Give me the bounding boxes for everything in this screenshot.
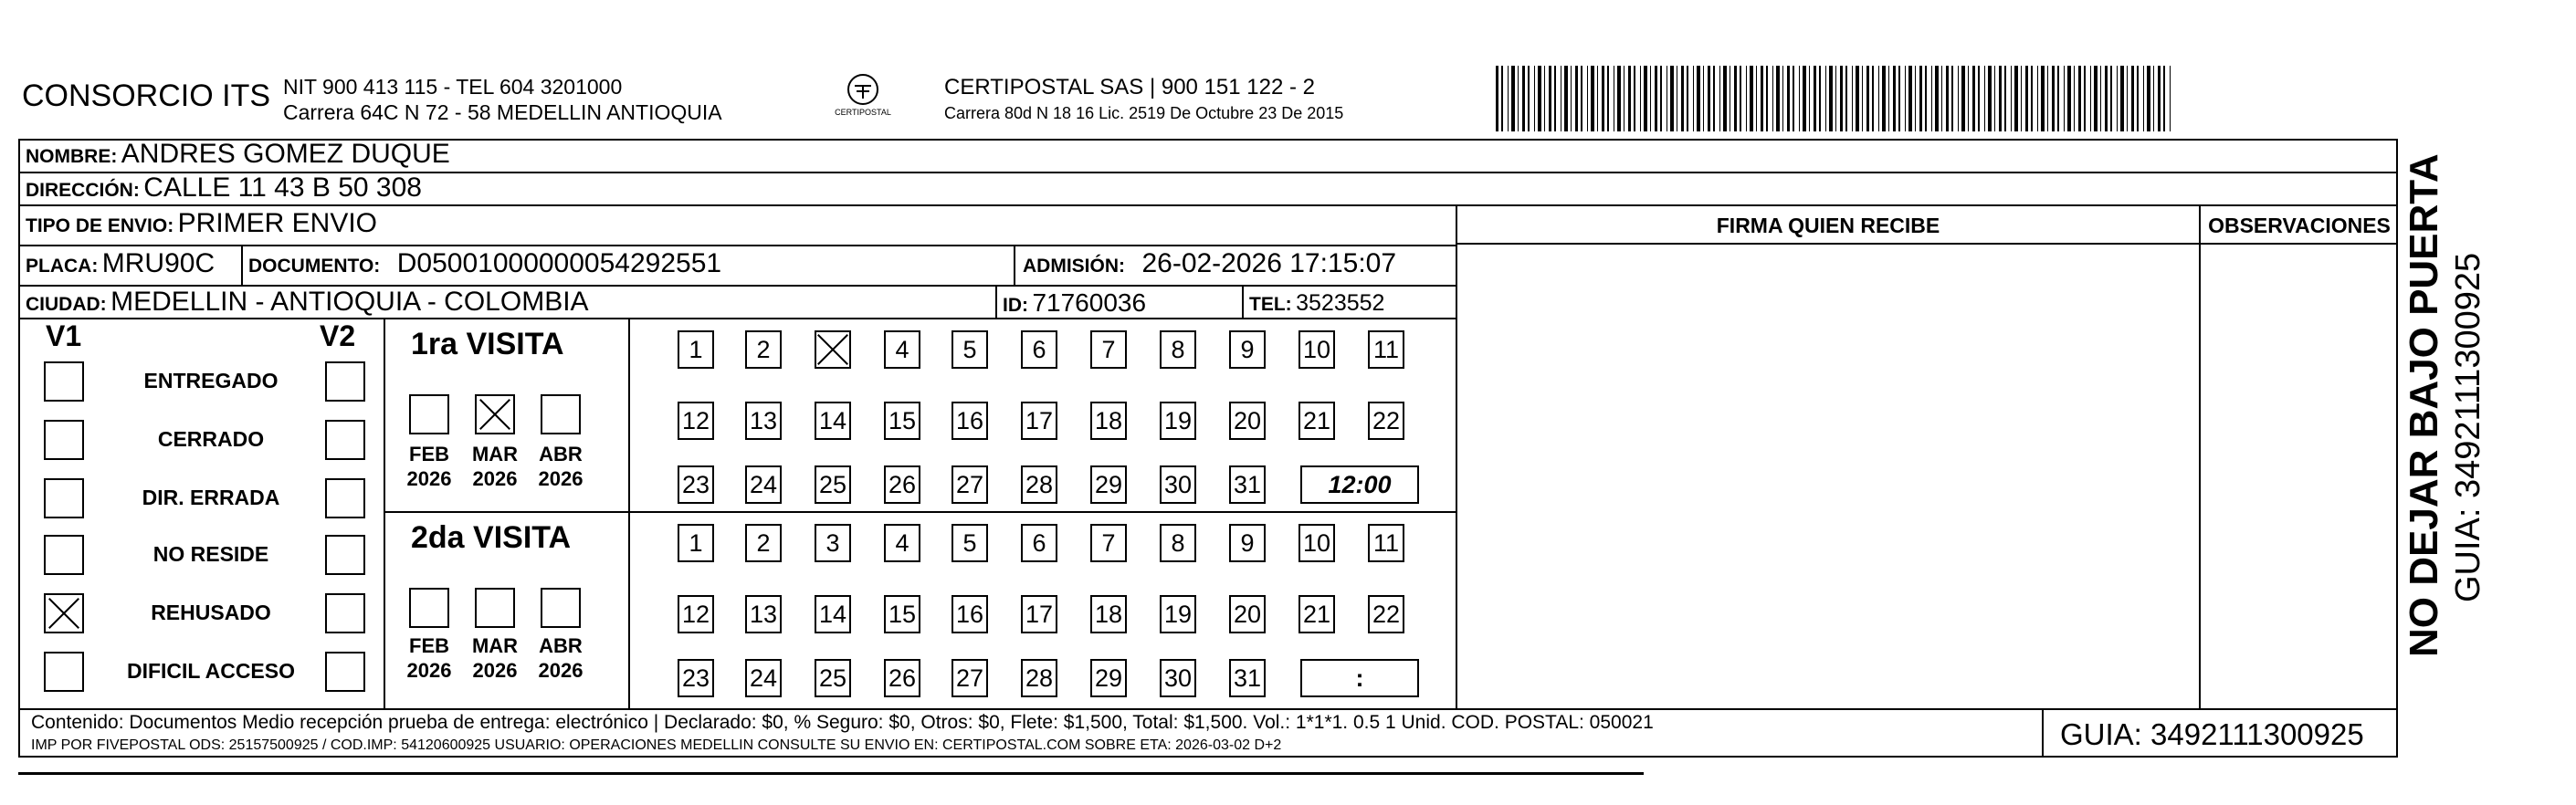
day-box-1[interactable]: 1 <box>678 330 714 369</box>
v1-checkbox[interactable] <box>44 478 84 518</box>
brand-name: CONSORCIO ITS <box>22 78 271 113</box>
day-box-31[interactable]: 31 <box>1229 465 1266 504</box>
documento-row <box>248 248 721 279</box>
day-box-19[interactable]: 19 <box>1160 595 1196 633</box>
firma-header: FIRMA QUIEN RECIBE <box>1716 214 1940 237</box>
day-box-23[interactable]: 23 <box>678 659 714 697</box>
day-box-6[interactable]: 6 <box>1021 524 1057 562</box>
day-box-11[interactable]: 11 <box>1368 524 1404 562</box>
bottom-line <box>18 772 1644 775</box>
ciudad-label: CIUDAD: <box>26 294 107 315</box>
day-box-7[interactable]: 7 <box>1090 330 1127 369</box>
admision-label: ADMISIÓN: <box>1023 256 1125 277</box>
day-box-20[interactable]: 20 <box>1229 402 1266 440</box>
day-box-24[interactable]: 24 <box>745 659 782 697</box>
day-box-8[interactable]: 8 <box>1160 524 1196 562</box>
day-box-3[interactable] <box>815 330 851 369</box>
admision-row <box>1023 248 1396 279</box>
time-box[interactable]: : <box>1300 659 1419 697</box>
month-label: MAR 2026 <box>471 634 519 682</box>
day-box-25[interactable]: 25 <box>815 659 851 697</box>
nombre-row <box>26 139 450 170</box>
direccion-row <box>26 172 422 204</box>
day-box-13[interactable]: 13 <box>745 402 782 440</box>
day-box-13[interactable]: 13 <box>745 595 782 633</box>
tipo-value: PRIMER ENVIO <box>177 208 378 238</box>
v1-checkbox[interactable] <box>44 593 84 633</box>
day-box-2[interactable]: 2 <box>745 330 782 369</box>
v1-checkbox[interactable] <box>44 652 84 692</box>
day-box-17[interactable]: 17 <box>1021 595 1057 633</box>
day-box-1[interactable]: 1 <box>678 524 714 562</box>
v1-checkbox[interactable] <box>44 361 84 402</box>
day-box-26[interactable]: 26 <box>884 659 920 697</box>
day-box-23[interactable]: 23 <box>678 465 714 504</box>
day-box-17[interactable]: 17 <box>1021 402 1057 440</box>
month-checkbox[interactable] <box>475 588 515 628</box>
status-label: ENTREGADO <box>143 369 279 392</box>
day-box-31[interactable]: 31 <box>1229 659 1266 697</box>
certipostal-logo: CERTIPOSTAL <box>822 71 904 128</box>
nombre-value: ANDRES GOMEZ DUQUE <box>121 139 450 169</box>
status-label: CERRADO <box>157 427 265 451</box>
day-box-26[interactable]: 26 <box>884 465 920 504</box>
v2-checkbox[interactable] <box>325 478 365 518</box>
footer-guia: GUIA: 3492111300925 <box>2060 717 2364 751</box>
documento-label: DOCUMENTO: <box>248 256 381 277</box>
nit-line: NIT 900 413 115 - TEL 604 3201000 <box>283 75 623 99</box>
second-visit-title: 2da VISITA <box>411 520 572 555</box>
day-box-5[interactable]: 5 <box>952 524 988 562</box>
tel-label: TEL: <box>1249 294 1292 315</box>
v2-checkbox[interactable] <box>325 652 365 692</box>
day-box-4[interactable]: 4 <box>884 330 920 369</box>
status-label: DIR. ERRADA <box>142 486 280 509</box>
direccion-label: DIRECCIÓN: <box>26 180 140 201</box>
day-box-14[interactable]: 14 <box>815 402 851 440</box>
company-address: Carrera 64C N 72 - 58 MEDELLIN ANTIOQUIA <box>283 100 722 124</box>
day-box-30[interactable]: 30 <box>1160 659 1196 697</box>
day-box-18[interactable]: 18 <box>1090 402 1127 440</box>
day-box-2[interactable]: 2 <box>745 524 782 562</box>
day-box-22[interactable]: 22 <box>1368 595 1404 633</box>
day-box-14[interactable]: 14 <box>815 595 851 633</box>
nombre-label: NOMBRE: <box>26 146 118 167</box>
day-box-30[interactable]: 30 <box>1160 465 1196 504</box>
id-label: ID: <box>1003 295 1028 316</box>
day-box-12[interactable]: 12 <box>678 402 714 440</box>
ciudad-row <box>26 287 589 318</box>
month-checkbox[interactable] <box>541 394 581 434</box>
ciudad-value: MEDELLIN - ANTIOQUIA - COLOMBIA <box>110 287 589 317</box>
v1-checkbox[interactable] <box>44 535 84 575</box>
observaciones-header: OBSERVACIONES <box>2208 214 2391 237</box>
placa-value: MRU90C <box>101 248 216 278</box>
day-box-27[interactable]: 27 <box>952 465 988 504</box>
carrier-name: CERTIPOSTAL SAS | 900 151 122 - 2 <box>944 75 1315 99</box>
day-box-10[interactable]: 10 <box>1299 524 1335 562</box>
day-box-5[interactable]: 5 <box>952 330 988 369</box>
day-box-8[interactable]: 8 <box>1160 330 1196 369</box>
day-box-18[interactable]: 18 <box>1090 595 1127 633</box>
month-label: FEB 2026 <box>406 443 452 490</box>
month-checkbox[interactable] <box>541 588 581 628</box>
day-box-16[interactable]: 16 <box>952 402 988 440</box>
tel-row <box>1249 290 1384 317</box>
v2-label: V2 <box>320 319 356 352</box>
day-box-10[interactable]: 10 <box>1299 330 1335 369</box>
day-box-15[interactable]: 15 <box>884 402 920 440</box>
side-text <box>2402 146 2493 675</box>
month-label: MAR 2026 <box>471 443 519 490</box>
day-box-27[interactable]: 27 <box>952 659 988 697</box>
month-label: ABR 2026 <box>538 443 584 490</box>
no-dejar-bajo-puerta: NO DEJAR BAJO PUERTA <box>2402 153 2446 657</box>
v1-checkbox[interactable] <box>44 420 84 460</box>
first-visit-title: 1ra VISITA <box>411 327 564 361</box>
tipo-row <box>26 208 377 239</box>
tel-value: 3523552 <box>1296 290 1385 316</box>
day-box-22[interactable]: 22 <box>1368 402 1404 440</box>
carrier-address: Carrera 80d N 18 16 Lic. 2519 De Octubre 23 De 2015 <box>944 104 1344 122</box>
documento-value: D05001000000054292551 <box>396 248 722 278</box>
barcode <box>1496 66 2173 131</box>
day-box-6[interactable]: 6 <box>1021 330 1057 369</box>
day-box-3[interactable]: 3 <box>815 524 851 562</box>
day-box-4[interactable]: 4 <box>884 524 920 562</box>
day-box-29[interactable]: 29 <box>1090 659 1127 697</box>
day-box-11[interactable]: 11 <box>1368 330 1404 369</box>
footer-imp: IMP POR FIVEPOSTAL ODS: 25157500925 / COD.IMP: 54120600925 USUARIO: OPERACIONES MEDELLIN CONSULTE SU ENVIO EN: CERTIPOSTAL.COM SOBRE ETA: 2026-03-02 D+2 <box>31 737 1282 753</box>
placa-row <box>26 248 215 279</box>
side-guia: GUIA: 3492111300925 <box>2449 252 2487 602</box>
v2-checkbox[interactable] <box>325 420 365 460</box>
day-box-21[interactable]: 21 <box>1299 595 1335 633</box>
v2-checkbox[interactable] <box>325 593 365 633</box>
v2-checkbox[interactable] <box>325 361 365 402</box>
id-value: 71760036 <box>1032 288 1147 317</box>
month-checkbox[interactable] <box>409 588 449 628</box>
day-box-9[interactable]: 9 <box>1229 524 1266 562</box>
day-box-20[interactable]: 20 <box>1229 595 1266 633</box>
day-box-7[interactable]: 7 <box>1090 524 1127 562</box>
v1-label: V1 <box>46 319 82 352</box>
day-box-25[interactable]: 25 <box>815 465 851 504</box>
placa-label: PLACA: <box>26 256 99 277</box>
v2-checkbox[interactable] <box>325 535 365 575</box>
status-label: DIFICIL ACCESO <box>126 659 295 683</box>
day-box-29[interactable]: 29 <box>1090 465 1127 504</box>
month-label: ABR 2026 <box>538 634 584 682</box>
month-checkbox[interactable] <box>475 394 515 434</box>
day-box-21[interactable]: 21 <box>1299 402 1335 440</box>
day-box-24[interactable]: 24 <box>745 465 782 504</box>
tipo-label: TIPO DE ENVIO: <box>26 215 174 236</box>
status-label: NO RESIDE <box>152 542 269 566</box>
admision-value: 26-02-2026 17:15:07 <box>1141 248 1397 278</box>
footer-contenido: Contenido: Documentos Medio recepción prueba de entrega: electrónico | Declarado: $0, % Seguro: $0, Otros: $0, Flete: $1,500, Total: $1,500. Vol.: 1*1*1. 0.5 1 Unid. COD. POSTAL: 050021 <box>31 712 1654 733</box>
day-box-15[interactable]: 15 <box>884 595 920 633</box>
direccion-value: CALLE 11 43 B 50 308 <box>143 172 422 203</box>
day-box-19[interactable]: 19 <box>1160 402 1196 440</box>
day-box-28[interactable]: 28 <box>1021 659 1057 697</box>
id-row <box>1003 288 1146 318</box>
day-box-9[interactable]: 9 <box>1229 330 1266 369</box>
day-box-16[interactable]: 16 <box>952 595 988 633</box>
day-box-28[interactable]: 28 <box>1021 465 1057 504</box>
day-box-12[interactable]: 12 <box>678 595 714 633</box>
month-checkbox[interactable] <box>409 394 449 434</box>
status-label: REHUSADO <box>151 601 271 624</box>
time-box[interactable]: 12:00 <box>1300 465 1419 504</box>
month-label: FEB 2026 <box>406 634 452 682</box>
